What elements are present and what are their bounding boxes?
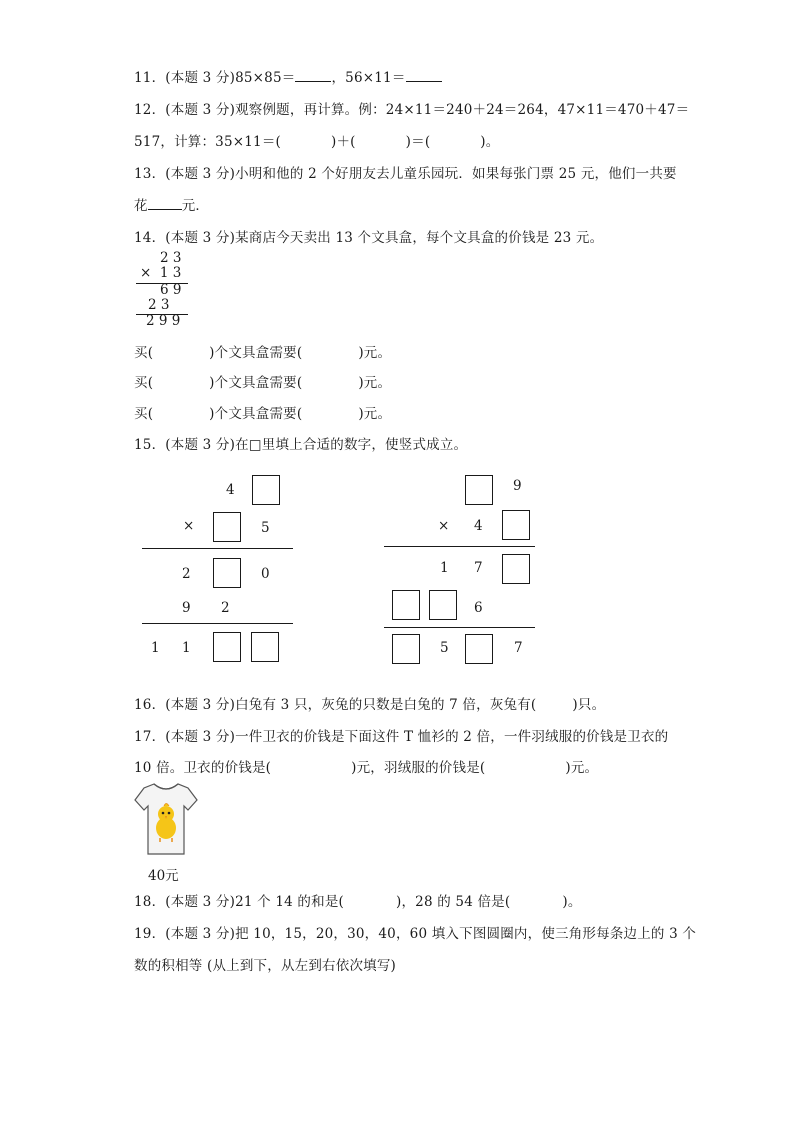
q14-line-1: 14．(本题 3 分)某商店今天卖出 13 个文具盒，每个文具盒的价钱是 23 元。 (134, 230, 604, 246)
q14-vertical-calc (134, 248, 194, 328)
answer-box[interactable] (465, 475, 493, 505)
calc-rule (384, 546, 535, 547)
q14-buy-line-3 (134, 402, 391, 422)
q13-part-a: 花 (134, 198, 148, 214)
q18-part-b: )，28 的 54 倍是( (395, 894, 511, 910)
digit: 1 (182, 640, 191, 656)
q19-line-2: 数的积相等 (从上到下，从左到右依次填写) (134, 958, 397, 974)
buy-b: )个文具盒需要( (209, 375, 303, 391)
q11-line (134, 66, 442, 86)
q12-part-d: )。 (480, 134, 500, 150)
calc-row-1: 2 3 (160, 250, 182, 266)
buy-c: )元。 (358, 406, 392, 422)
answer-box[interactable] (213, 558, 241, 588)
q13-blank[interactable] (148, 197, 182, 210)
q17-line-2 (134, 756, 598, 776)
digit: 4 (474, 518, 483, 534)
answer-box[interactable] (502, 554, 530, 584)
digit: 1 (440, 560, 449, 576)
digit: 7 (514, 640, 523, 656)
digit: 5 (261, 520, 270, 536)
answer-box[interactable] (429, 590, 457, 620)
q11-text: 11．(本题 3 分)85×85＝ (134, 70, 296, 86)
tshirt-price: 40元 (148, 868, 179, 884)
q17-part-c: )元。 (565, 760, 599, 776)
q19-line-1: 19．(本题 3 分)把 10，15，20，30，40，60 填入下图圆圈内，使三角形每条边上的 3 个 (134, 926, 697, 942)
calc-rule (142, 548, 293, 549)
answer-box[interactable] (252, 475, 280, 505)
q12-line-1: 12．(本题 3 分)观察例题，再计算。例：24×11＝240＋24＝264，47×11＝470＋47＝ (134, 102, 690, 118)
q16-text: 16．(本题 3 分)白兔有 3 只，灰兔的只数是白兔的 7 倍，灰兔有( (134, 697, 537, 713)
answer-box[interactable] (465, 634, 493, 664)
digit: 6 (474, 600, 483, 616)
buy-a: 买( (134, 375, 154, 391)
tshirt-with-chick-icon (134, 780, 198, 860)
calc-row-4: 2 3 (148, 297, 170, 313)
q11-blank-2[interactable] (406, 69, 442, 82)
buy-c: )元。 (358, 345, 392, 361)
digit: 9 (513, 478, 522, 494)
calc-rule (384, 627, 535, 628)
q18-part-c: )。 (562, 894, 582, 910)
digit: 0 (261, 566, 270, 582)
q11-mid: ，56×11＝ (331, 70, 406, 86)
q18-part-a: 18．(本题 3 分)21 个 14 的和是( (134, 894, 344, 910)
calc-row-2: × 1 3 (140, 265, 182, 281)
digit: 9 (182, 600, 191, 616)
q16-end: )只。 (572, 697, 606, 713)
q17-part-b: )元，羽绒服的价钱是( (351, 760, 486, 776)
q18-line (134, 890, 582, 910)
q13-line-1: 13．(本题 3 分)小明和他的 2 个好朋友去儿童乐园玩．如果每张门票 25 元，他们一共要 (134, 166, 677, 182)
digit: 2 (182, 566, 191, 582)
q14-buy-line-1 (134, 341, 391, 361)
q12-line-2 (134, 130, 499, 150)
buy-b: )个文具盒需要( (209, 345, 303, 361)
answer-box[interactable] (392, 590, 420, 620)
buy-a: 买( (134, 406, 154, 422)
answer-box[interactable] (502, 510, 530, 540)
q12-part-a: 517，计算：35×11＝( (134, 134, 282, 150)
q16-line (134, 693, 605, 713)
answer-box[interactable] (251, 632, 279, 662)
buy-c: )元。 (358, 375, 392, 391)
calc-row-3: 6 9 (160, 282, 182, 298)
answer-box[interactable] (213, 632, 241, 662)
answer-box[interactable] (392, 634, 420, 664)
q15-line: 15．(本题 3 分)在□里填上合适的数字，使竖式成立。 (134, 437, 468, 453)
digit: 5 (440, 640, 449, 656)
q17-part-a: 10 倍。卫衣的价钱是( (134, 760, 272, 776)
answer-box[interactable] (213, 512, 241, 542)
q14-buy-line-2 (134, 371, 391, 391)
q12-part-b: )＋( (331, 134, 356, 150)
buy-a: 买( (134, 345, 154, 361)
digit: 4 (226, 482, 235, 498)
digit: 1 (151, 640, 160, 656)
calc-rule (142, 623, 293, 624)
chick-head (158, 806, 174, 822)
times-sign: × (183, 518, 195, 534)
q13-line-2 (134, 194, 209, 214)
calc-row-5: 2 9 9 (146, 313, 181, 329)
q17-line-1: 17．(本题 3 分)一件卫衣的价钱是下面这件 T 恤衫的 2 倍，一件羽绒服的价钱是卫衣的 (134, 729, 669, 745)
q13-part-b: 元． (181, 198, 210, 214)
times-sign: × (438, 518, 450, 534)
buy-b: )个文具盒需要( (209, 406, 303, 422)
digit: 7 (474, 560, 483, 576)
q12-part-c: )＝( (405, 134, 431, 150)
q11-blank-1[interactable] (295, 69, 331, 82)
digit: 2 (221, 600, 230, 616)
